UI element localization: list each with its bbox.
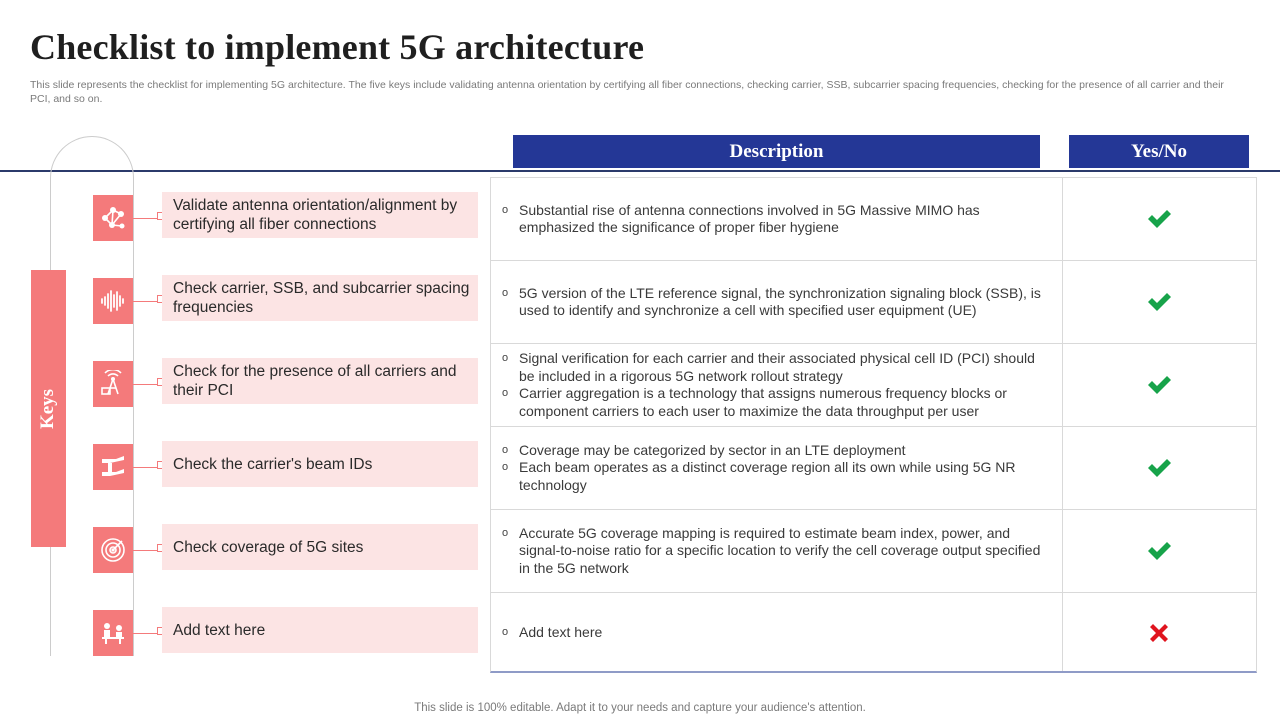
connector-line <box>133 633 157 634</box>
description-cell <box>491 593 1062 672</box>
key-item-3: Check for the presence of all carriers and their PCI <box>162 358 478 404</box>
connector-line <box>133 218 157 219</box>
check-icon <box>1062 510 1256 592</box>
bullet-item: o Add text here <box>502 623 603 640</box>
description-cell <box>491 427 1062 509</box>
table-row <box>491 344 1256 427</box>
description-cell <box>491 261 1062 343</box>
page-title: Checklist to implement 5G architecture <box>30 27 645 67</box>
key-item-1: Validate antenna orientation/alignment by certifying all fiber connections <box>162 192 478 238</box>
bullet-item: o Accurate 5G coverage mapping is required to estimate beam index, power, and signal-to-noise ratio for a specific location to verify the cell coverage output specified in the 5G network <box>502 524 1041 576</box>
yes-no-header: Yes/No <box>1069 135 1249 168</box>
connector-line <box>133 384 157 385</box>
key-item-6: Add text here <box>162 607 478 653</box>
table-row <box>491 178 1256 261</box>
key-item-5: Check coverage of 5G sites <box>162 524 478 570</box>
sound-wave-icon <box>93 278 133 324</box>
i-beam-icon <box>93 444 133 490</box>
table-row <box>491 261 1256 344</box>
bullet-item: o 5G version of the LTE reference signal, the synchronization signaling block (SSB), is used to identify and synchronize a cell with specified user equipment (UE) <box>502 284 1041 318</box>
cross-icon <box>1062 593 1256 672</box>
description-cell <box>491 510 1062 592</box>
check-icon <box>1062 427 1256 509</box>
connector-line <box>133 467 157 468</box>
description-cell <box>491 178 1062 260</box>
bullet-item: o Carrier aggregation is a technology that assigns numerous frequency blocks or component carriers to each user to maximize the data throughput per user <box>502 385 1007 419</box>
table-row <box>491 593 1256 672</box>
description-header: Description <box>513 135 1040 168</box>
description-cell <box>491 344 1062 426</box>
keys-label: Keys <box>37 388 59 429</box>
key-item-4: Check the carrier's beam IDs <box>162 441 478 487</box>
antenna-tower-icon <box>93 361 133 407</box>
bullet-item: o Each beam operates as a distinct coverage region all its own while using 5G NR technology <box>502 459 1016 493</box>
table-row <box>491 510 1256 593</box>
network-nodes-icon <box>93 195 133 241</box>
key-item-2: Check carrier, SSB, and subcarrier spacing frequencies <box>162 275 478 321</box>
bullet-item: o Coverage may be categorized by sector in an LTE deployment <box>502 441 906 458</box>
check-icon <box>1062 261 1256 343</box>
bullet-item: o Signal verification for each carrier and their associated physical cell ID (PCI) should be included in a rigorous 5G network rollout strategy <box>502 350 1035 384</box>
check-icon <box>1062 344 1256 426</box>
page-subtitle: This slide represents the checklist for implementing 5G architecture. The five keys include validating antenna orientation by certifying all fiber connections, checking carrier, SSB, subcarrier spacing frequencies, checking for the presence of all carrier and their PCI, and so on. <box>30 79 1224 105</box>
footer-note: This slide is 100% editable. Adapt it to your needs and capture your audience's attention. <box>414 702 866 714</box>
check-icon <box>1062 178 1256 260</box>
radar-icon <box>93 527 133 573</box>
team-meeting-icon <box>93 610 133 656</box>
checklist-table <box>490 177 1257 673</box>
connector-line <box>133 550 157 551</box>
table-row <box>491 427 1256 510</box>
connector-line <box>133 301 157 302</box>
header-rule <box>0 170 1280 172</box>
keys-bar <box>31 270 66 547</box>
bullet-item: o Substantial rise of antenna connections involved in 5G Massive MIMO has emphasized the significance of proper fiber hygiene <box>502 201 980 235</box>
